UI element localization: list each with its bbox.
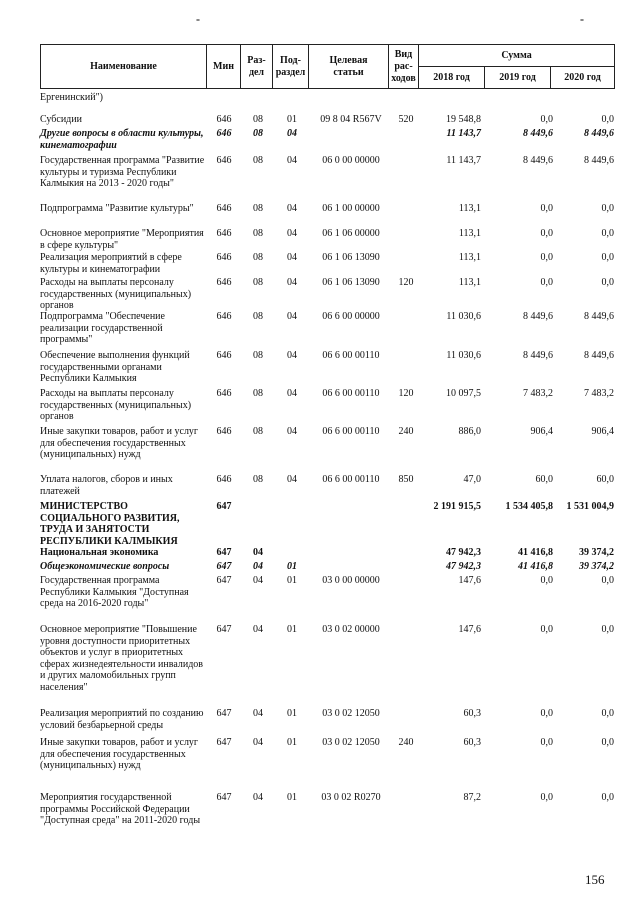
cell-name: Субсидии bbox=[40, 114, 82, 125]
cell-y19: 8 449,6 bbox=[523, 128, 553, 139]
cell-pr: 04 bbox=[287, 228, 297, 239]
cell-pr: 01 bbox=[287, 624, 297, 635]
cell-name: Уплата налогов, сборов и иных платежей bbox=[40, 474, 173, 497]
cell-rz: 08 bbox=[253, 114, 263, 125]
cell-y18: 47 942,3 bbox=[446, 547, 481, 558]
cell-y18: 60,3 bbox=[463, 737, 481, 748]
cell-min: 647 bbox=[216, 547, 232, 558]
top-mark-right: - bbox=[580, 12, 584, 26]
cell-cs: 06 6 00 00110 bbox=[322, 474, 380, 485]
cell-y20: 0,0 bbox=[601, 575, 614, 586]
cell-name: Национальная экономика bbox=[40, 547, 159, 558]
cell-min: 646 bbox=[216, 114, 232, 125]
cell-y19: 0,0 bbox=[540, 708, 553, 719]
cell-rz: 08 bbox=[253, 426, 263, 437]
cell-name: Подпрограмма "Развитие культуры" bbox=[40, 203, 194, 214]
cell-y18: 2 191 915,5 bbox=[433, 501, 481, 512]
cell-y18: 60,3 bbox=[463, 708, 481, 719]
cell-y18: 10 097,5 bbox=[446, 388, 481, 399]
cell-y19: 0,0 bbox=[540, 203, 553, 214]
cell-cs: 03 0 00 00000 bbox=[322, 575, 380, 586]
cell-rz: 04 bbox=[253, 708, 263, 719]
cell-min: 646 bbox=[216, 311, 232, 322]
cell-rz: 04 bbox=[253, 561, 263, 572]
cell-rz: 04 bbox=[253, 547, 263, 558]
cell-cs: 06 6 00 00110 bbox=[322, 350, 380, 361]
cell-y19: 0,0 bbox=[540, 737, 553, 748]
cell-y19: 60,0 bbox=[535, 474, 553, 485]
cell-pr: 01 bbox=[287, 575, 297, 586]
cell-y19: 41 416,8 bbox=[518, 547, 553, 558]
cell-min: 646 bbox=[216, 228, 232, 239]
cell-name: Подпрограмма "Обеспечение реализации государственной программы" bbox=[40, 311, 165, 345]
cell-y20: 0,0 bbox=[601, 277, 614, 288]
cell-y20: 0,0 bbox=[601, 624, 614, 635]
cell-name: Расходы на выплаты персоналу государственных (муниципальных) органов bbox=[40, 277, 192, 311]
cell-min: 646 bbox=[216, 350, 232, 361]
cell-y19: 41 416,8 bbox=[518, 561, 553, 572]
header-name: Наименование bbox=[41, 45, 207, 89]
cell-y20: 39 374,2 bbox=[579, 561, 614, 572]
cell-pr: 04 bbox=[287, 155, 297, 166]
cell-pr: 04 bbox=[287, 128, 297, 139]
cell-rz: 04 bbox=[253, 575, 263, 586]
cell-y20: 0,0 bbox=[601, 792, 614, 803]
cell-y18: 886,0 bbox=[458, 426, 481, 437]
header-min: Мин bbox=[207, 45, 241, 89]
cell-name: Общеэкономические вопросы bbox=[40, 561, 170, 572]
cell-y20: 906,4 bbox=[591, 426, 614, 437]
cell-y19: 0,0 bbox=[540, 624, 553, 635]
cell-min: 647 bbox=[216, 624, 232, 635]
cell-min: 646 bbox=[216, 388, 232, 399]
header-celevaya: Целевая статьи bbox=[309, 45, 389, 89]
cell-name: Другие вопросы в области культуры, кинематографии bbox=[40, 128, 204, 151]
cell-rz: 08 bbox=[253, 203, 263, 214]
cell-y18: 11 030,6 bbox=[446, 311, 481, 322]
cell-pr: 01 bbox=[287, 561, 297, 572]
cell-pr: 01 bbox=[287, 708, 297, 719]
cell-y19: 0,0 bbox=[540, 277, 553, 288]
cell-y20: 0,0 bbox=[601, 114, 614, 125]
cell-y19: 0,0 bbox=[540, 575, 553, 586]
cell-y20: 1 531 004,9 bbox=[566, 501, 614, 512]
cell-cs: 06 6 00 00000 bbox=[322, 311, 380, 322]
cell-rz: 04 bbox=[253, 624, 263, 635]
cell-y18: 19 548,8 bbox=[446, 114, 481, 125]
cell-y18: 47,0 bbox=[463, 474, 481, 485]
cell-name: Иные закупки товаров, работ и услуг для обеспечения государственных (муниципальных) нужд bbox=[40, 426, 199, 460]
cell-cs: 06 6 00 00110 bbox=[322, 426, 380, 437]
cell-y20: 8 449,6 bbox=[584, 128, 614, 139]
cell-rz: 08 bbox=[253, 474, 263, 485]
header-podrazdel: Под- раздел bbox=[273, 45, 309, 89]
cell-y19: 7 483,2 bbox=[523, 388, 553, 399]
cell-y18: 113,1 bbox=[458, 277, 481, 288]
cell-name: Государственная программа "Развитие культуры и туризма Республики Калмыкия на 2013 - 2020 годы" bbox=[40, 155, 205, 189]
cell-cs: 03 0 02 12050 bbox=[322, 708, 380, 719]
cell-min: 647 bbox=[216, 708, 232, 719]
cell-cs: 06 1 06 00000 bbox=[322, 228, 380, 239]
top-mark-left: - bbox=[196, 12, 200, 26]
cell-pr: 04 bbox=[287, 474, 297, 485]
cell-vr: 120 bbox=[398, 277, 414, 288]
cell-cs: 03 0 02 00000 bbox=[322, 624, 380, 635]
cell-min: 646 bbox=[216, 155, 232, 166]
cell-pr: 04 bbox=[287, 252, 297, 263]
cell-y20: 39 374,2 bbox=[579, 547, 614, 558]
cell-name: Мероприятия государственной программы Российской Федерации "Доступная среда" на 2011-2020 годы bbox=[40, 792, 201, 826]
cell-y18: 147,6 bbox=[458, 624, 481, 635]
cell-min: 646 bbox=[216, 277, 232, 288]
cell-y18: 47 942,3 bbox=[446, 561, 481, 572]
cell-min: 646 bbox=[216, 474, 232, 485]
cell-pr: 04 bbox=[287, 388, 297, 399]
cell-rz: 08 bbox=[253, 350, 263, 361]
cell-pr: 04 bbox=[287, 311, 297, 322]
cell-name: Основное мероприятие "Мероприятия в сфере культуры" bbox=[40, 228, 204, 251]
cell-cs: 06 1 00 00000 bbox=[322, 203, 380, 214]
cell-rz: 08 bbox=[253, 311, 263, 322]
cell-pr: 01 bbox=[287, 792, 297, 803]
cell-y20: 7 483,2 bbox=[584, 388, 614, 399]
cell-y19: 8 449,6 bbox=[523, 155, 553, 166]
cell-y20: 0,0 bbox=[601, 228, 614, 239]
cell-rz: 04 bbox=[253, 737, 263, 748]
cell-rz: 08 bbox=[253, 388, 263, 399]
header-2018: 2018 год bbox=[419, 67, 485, 89]
cell-min: 646 bbox=[216, 426, 232, 437]
header-summa: Сумма bbox=[419, 45, 615, 67]
cell-y20: 8 449,6 bbox=[584, 155, 614, 166]
cell-y20: 8 449,6 bbox=[584, 311, 614, 322]
cell-min: 647 bbox=[216, 561, 232, 572]
cell-rz: 08 bbox=[253, 155, 263, 166]
cell-vr: 120 bbox=[398, 388, 414, 399]
cell-name: Реализация мероприятий по созданию условий безбарьерной среды bbox=[40, 708, 204, 731]
cell-pr: 04 bbox=[287, 203, 297, 214]
cell-name: Реализация мероприятий в сфере культуры и кинематографии bbox=[40, 252, 182, 275]
cell-vr: 240 bbox=[398, 426, 414, 437]
cell-cs: 06 0 00 00000 bbox=[322, 155, 380, 166]
cell-y20: 60,0 bbox=[596, 474, 614, 485]
cell-min: 647 bbox=[216, 737, 232, 748]
cell-cs: 06 6 00 00110 bbox=[322, 388, 380, 399]
cell-rz: 08 bbox=[253, 277, 263, 288]
header-razdel: Раз- дел bbox=[241, 45, 273, 89]
cell-name: Основное мероприятие "Повышение уровня доступности приоритетных объектов и услуг в приоритетных сферах жизнедеятельности инвалидов и других маломобильных групп населения" bbox=[40, 624, 204, 693]
cell-name: Расходы на выплаты персоналу государственных (муниципальных) органов bbox=[40, 388, 192, 422]
cell-y19: 0,0 bbox=[540, 114, 553, 125]
cell-name: Обеспечение выполнения функций государственными органами Республики Калмыкия bbox=[40, 350, 190, 384]
cell-min: 646 bbox=[216, 128, 232, 139]
cell-cs: 06 1 06 13090 bbox=[322, 252, 380, 263]
cell-cs: 03 0 02 12050 bbox=[322, 737, 380, 748]
cell-min: 647 bbox=[216, 575, 232, 586]
cell-name: Иные закупки товаров, работ и услуг для обеспечения государственных (муниципальных) нужд bbox=[40, 737, 199, 771]
cell-y18: 11 143,7 bbox=[446, 128, 481, 139]
cell-y18: 113,1 bbox=[458, 228, 481, 239]
header-2020: 2020 год bbox=[551, 67, 615, 89]
cell-pr: 04 bbox=[287, 426, 297, 437]
cell-cs: 09 8 04 R567V bbox=[320, 114, 382, 125]
cell-rz: 08 bbox=[253, 252, 263, 263]
cell-cs: 06 1 06 13090 bbox=[322, 277, 380, 288]
cell-y20: 8 449,6 bbox=[584, 350, 614, 361]
cell-min: 646 bbox=[216, 252, 232, 263]
table-header bbox=[40, 44, 615, 89]
cell-rz: 04 bbox=[253, 792, 263, 803]
cell-y19: 906,4 bbox=[530, 426, 553, 437]
cell-vr: 850 bbox=[398, 474, 414, 485]
cell-pr: 04 bbox=[287, 277, 297, 288]
cell-cs: 03 0 02 R0270 bbox=[321, 792, 381, 803]
cell-pr: 01 bbox=[287, 737, 297, 748]
cell-y18: 11 030,6 bbox=[446, 350, 481, 361]
cell-rz: 08 bbox=[253, 128, 263, 139]
cell-name: Ергенинский") bbox=[40, 92, 103, 103]
cell-y19: 8 449,6 bbox=[523, 311, 553, 322]
cell-y18: 113,1 bbox=[458, 252, 481, 263]
cell-name: Государственная программа Республики Калмыкия "Доступная среда на 2016-2020 годы" bbox=[40, 575, 189, 609]
cell-rz: 08 bbox=[253, 228, 263, 239]
cell-y20: 0,0 bbox=[601, 203, 614, 214]
header-2019: 2019 год bbox=[485, 67, 551, 89]
cell-pr: 04 bbox=[287, 350, 297, 361]
cell-y18: 11 143,7 bbox=[446, 155, 481, 166]
cell-name: МИНИСТЕРСТВО СОЦИАЛЬНОГО РАЗВИТИЯ, ТРУДА И ЗАНЯТОСТИ РЕСПУБЛИКИ КАЛМЫКИЯ bbox=[40, 501, 180, 547]
cell-y19: 8 449,6 bbox=[523, 350, 553, 361]
cell-min: 647 bbox=[216, 501, 232, 512]
cell-vr: 520 bbox=[398, 114, 414, 125]
cell-y20: 0,0 bbox=[601, 708, 614, 719]
cell-min: 647 bbox=[216, 792, 232, 803]
header-vid: Вид рас- ходов bbox=[389, 45, 419, 89]
cell-y18: 113,1 bbox=[458, 203, 481, 214]
cell-y19: 0,0 bbox=[540, 792, 553, 803]
page-number: 156 bbox=[585, 872, 605, 887]
cell-y20: 0,0 bbox=[601, 737, 614, 748]
cell-pr: 01 bbox=[287, 114, 297, 125]
cell-y20: 0,0 bbox=[601, 252, 614, 263]
cell-y18: 87,2 bbox=[463, 792, 481, 803]
cell-y19: 0,0 bbox=[540, 228, 553, 239]
cell-y19: 1 534 405,8 bbox=[505, 501, 553, 512]
cell-y18: 147,6 bbox=[458, 575, 481, 586]
cell-min: 646 bbox=[216, 203, 232, 214]
cell-vr: 240 bbox=[398, 737, 414, 748]
cell-y19: 0,0 bbox=[540, 252, 553, 263]
